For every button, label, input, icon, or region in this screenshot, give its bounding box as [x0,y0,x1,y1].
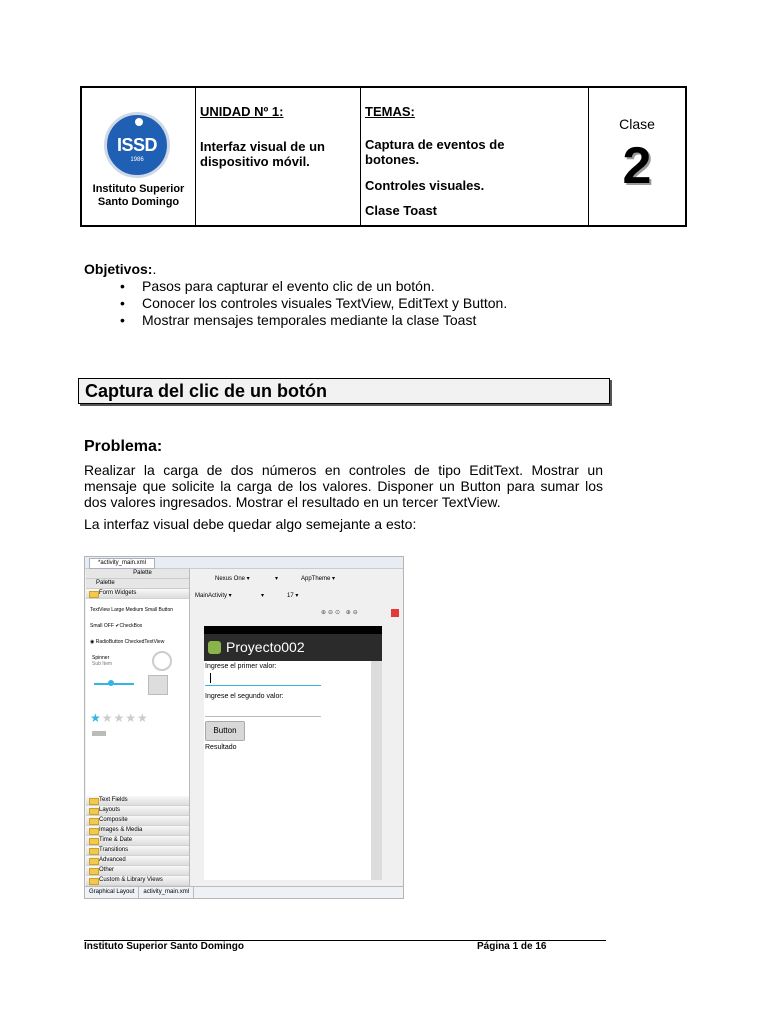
globe-icon [135,118,143,126]
temas-title: TEMAS: [365,104,415,119]
activity-selector: MainActivity ▾ [195,593,232,599]
activity-content [204,661,371,880]
tema-1: Captura de eventos de botones. [365,137,505,167]
problem-paragraph: Realizar la carga de dos números en controles de tipo EditText. Mostrar un mensaje que solicite la carga de los valores. Disponer un Button para sumar los dos valores ingresados. Mostrar el resultado en un tercer TextView. [84,462,603,510]
objectives-title: Objetivos:. [84,261,157,277]
edittext-1[interactable] [205,685,321,686]
rating-icon: ★★★★★ [90,711,149,725]
tab-graphical-layout[interactable]: Graphical Layout [85,887,139,898]
ide-screenshot [84,556,404,899]
clase-label: Clase [619,116,655,132]
category-text-fields: Text Fields [86,796,189,806]
logo-text: ISSD [116,135,157,155]
logo-year: 1986 [130,157,144,163]
label-second: Ingrese el segundo valor: [205,693,284,700]
unidad-title: UNIDAD Nº 1: [200,104,284,119]
issd-logo [104,112,170,178]
category-advanced: Advanced [86,856,189,866]
unidad-desc: Interfaz visual de un dispositivo móvil. [200,139,325,169]
clase-cell [589,88,685,225]
category-other: Other [86,866,189,876]
orientation-selector: ▾ [275,576,279,582]
category-custom: Custom & Library Views [86,876,189,886]
status-bar [204,626,382,634]
unidad-cell [196,88,361,225]
progress-icon [152,651,172,671]
category-transitions: Transitions [86,846,189,856]
palette-panel [86,569,190,886]
category-time-date: Time & Date [86,836,189,846]
list-item: • Pasos para capturar el evento clic de un botón. [120,278,507,295]
edittext-2[interactable] [205,716,321,717]
api-selector: 17 ▾ [287,593,299,599]
tema-2: Controles visuales. [365,178,485,193]
category-images-media: Images & Media [86,826,189,836]
form-widgets-category: Form Widgets [86,589,189,599]
device-canvas [204,626,382,880]
palette-header: Palette [86,569,189,579]
bottom-tabs [85,886,403,898]
footer-institution: Instituto Superior Santo Domingo [84,941,244,952]
tab-xml[interactable]: activity_main.xml [139,887,194,898]
locale-selector: ▾ [261,593,265,599]
seekbar-icon [94,683,134,685]
android-icon [208,641,221,654]
problem-title: Problema: [84,438,163,455]
problem-note: La interfaz visual debe quedar algo semejante a esto: [84,516,417,532]
editor-tabbar [85,557,403,569]
layout-designer [191,569,403,886]
sum-button[interactable]: Button [205,721,245,741]
device-selector: Nexus One ▾ [215,576,250,582]
logo-cell [82,88,196,225]
list-item: • Conocer los controles visuales TextView, EditText y Button. [120,295,507,312]
label-first: Ingrese el primer valor: [205,663,277,670]
section-title: Captura del clic de un botón [78,378,610,404]
close-icon [391,609,399,617]
header-table [80,86,687,227]
objectives-list [120,278,507,329]
list-item: • Mostrar mensajes temporales mediante la clase Toast [120,312,507,329]
widget-area: TextView Large Medium Small Button Small OFF ✔CheckBox ◉ RadioButton CheckedTextView Spinner Sub Item ★★★★★ [88,601,187,751]
category-layouts: Layouts [86,806,189,816]
editor-tab: *activity_main.xml [89,558,155,569]
temas-cell [361,88,589,225]
palette-item: Palette [86,579,189,589]
image-icon [148,675,168,695]
institution-name: Instituto Superior Santo Domingo [92,183,185,208]
category-composite: Composite [86,816,189,826]
tema-3: Clase Toast [365,203,438,218]
zoom-icons: ⊕⊖⊙ ⊕⊖ [321,610,360,616]
footer-page: Página 1 de 16 [477,941,547,952]
clase-number: 2 [622,137,652,195]
theme-selector: AppTheme ▾ [301,576,336,582]
action-bar [204,634,382,661]
cursor [210,673,211,683]
palette-categories [86,796,189,886]
scrollbar[interactable] [371,661,382,880]
result-label: Resultado [205,744,237,751]
app-title: Proyecto002 [226,639,305,655]
